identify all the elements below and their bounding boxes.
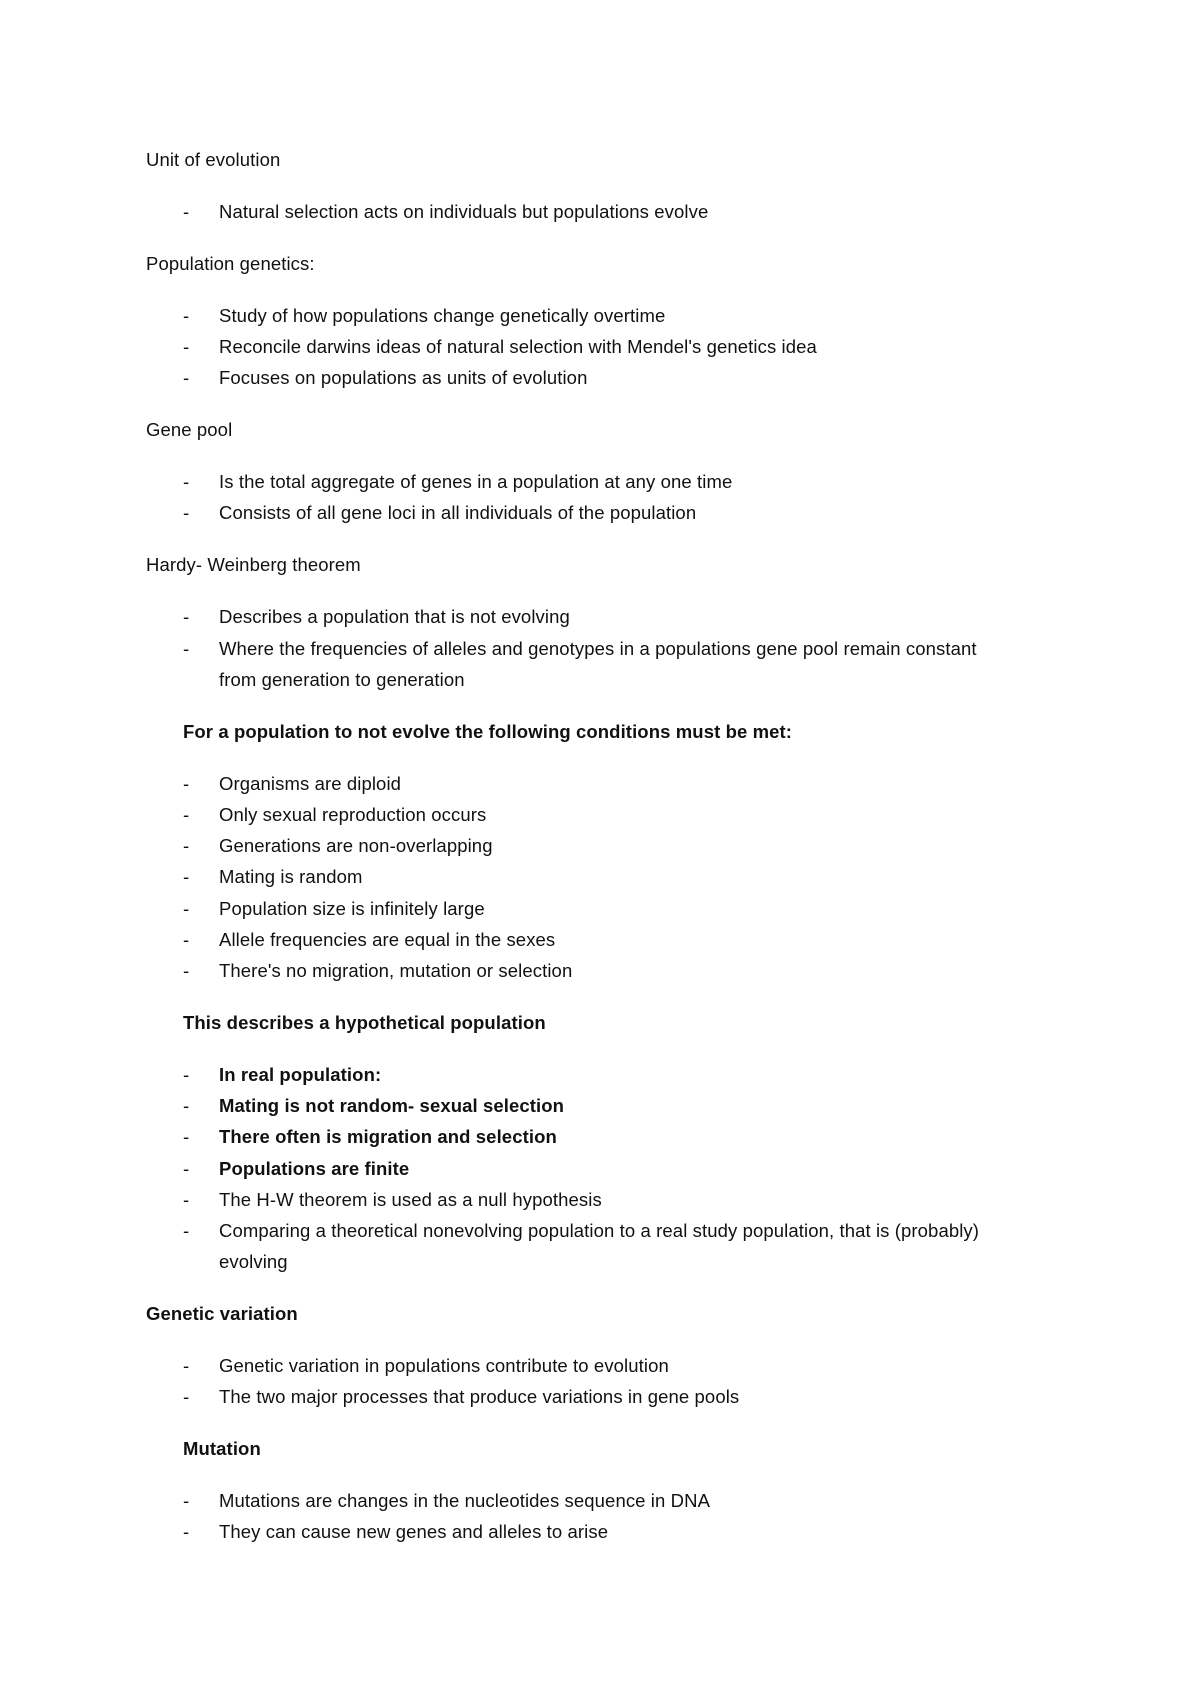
bullet-dash: - [183,1126,190,1147]
bullet-dash: - [183,1095,190,1116]
bullet-dash: - [183,367,190,388]
bullet-dash: - [183,835,190,856]
heading-hypothetical: This describes a hypothetical population [183,1012,546,1033]
bullet-dash: - [183,898,190,919]
list-item: Focuses on populations as units of evolution [219,367,588,388]
bullet-dash: - [183,866,190,887]
list-item: Genetic variation in populations contribute to evolution [219,1355,669,1376]
list-item: Study of how populations change genetically overtime [219,305,666,326]
list-item: Populations are finite [219,1158,410,1179]
bullet-dash: - [183,471,190,492]
list-item: Organisms are diploid [219,773,402,794]
list-item: Where the frequencies of alleles and genotypes in a populations gene pool remain constant [219,638,977,659]
list-item: Allele frequencies are equal in the sexes [219,929,556,950]
list-item: There's no migration, mutation or selection [219,960,573,981]
list-item: Only sexual reproduction occurs [219,804,487,825]
heading-mutation: Mutation [183,1438,261,1459]
list-item: Generations are non-overlapping [219,835,493,856]
bullet-dash: - [183,638,190,659]
bullet-dash: - [183,960,190,981]
list-item: Population size is infinitely large [219,898,485,919]
bullet-dash: - [183,336,190,357]
list-item-continuation: evolving [219,1251,288,1272]
bullet-dash: - [183,1064,190,1085]
list-item: Natural selection acts on individuals but populations evolve [219,201,709,222]
heading-unit-of-evolution: Unit of evolution [146,149,281,170]
bullet-dash: - [183,1189,190,1210]
list-item: Is the total aggregate of genes in a population at any one time [219,471,733,492]
heading-gene-pool: Gene pool [146,419,233,440]
bullet-dash: - [183,1386,190,1407]
bullet-dash: - [183,1220,190,1241]
heading-conditions: For a population to not evolve the following conditions must be met: [183,721,793,742]
list-item: The H-W theorem is used as a null hypothesis [219,1189,602,1210]
list-item: Comparing a theoretical nonevolving population to a real study population, that is (probably) [219,1220,980,1241]
bullet-dash: - [183,1158,190,1179]
bullet-dash: - [183,201,190,222]
list-item: In real population: [219,1064,382,1085]
list-item-continuation: from generation to generation [219,669,465,690]
bullet-dash: - [183,1521,190,1542]
list-item: Reconcile darwins ideas of natural selection with Mendel's genetics idea [219,336,817,357]
list-item: Mating is not random- sexual selection [219,1095,565,1116]
list-item: They can cause new genes and alleles to arise [219,1521,609,1542]
list-item: Consists of all gene loci in all individuals of the population [219,502,697,523]
bullet-dash: - [183,773,190,794]
list-item: Describes a population that is not evolving [219,606,570,627]
list-item: Mating is random [219,866,363,887]
bullet-dash: - [183,305,190,326]
bullet-dash: - [183,804,190,825]
bullet-dash: - [183,1355,190,1376]
bullet-dash: - [183,1490,190,1511]
bullet-dash: - [183,502,190,523]
bullet-dash: - [183,929,190,950]
heading-hardy-weinberg: Hardy- Weinberg theorem [146,554,361,575]
list-item: There often is migration and selection [219,1126,557,1147]
bullet-dash: - [183,606,190,627]
list-item: The two major processes that produce variations in gene pools [219,1386,740,1407]
list-item: Mutations are changes in the nucleotides sequence in DNA [219,1490,711,1511]
heading-genetic-variation: Genetic variation [146,1303,298,1324]
heading-population-genetics: Population genetics: [146,253,315,274]
